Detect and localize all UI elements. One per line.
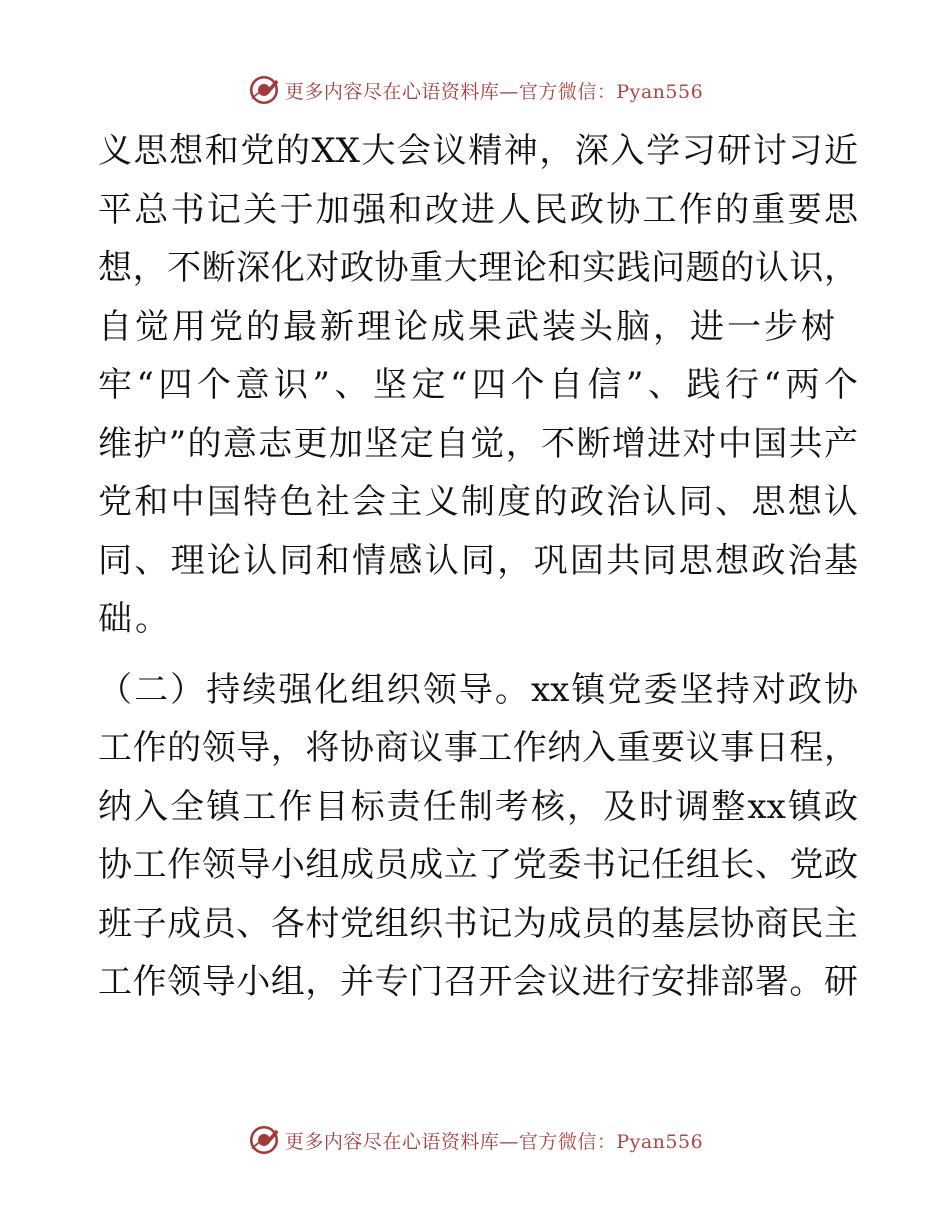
text-line: 工作领导小组，并专门召开会议进行安排部署。研 <box>98 962 858 1002</box>
watermark-text: 更多内容尽在心语资料库—官方微信：Pyan556 <box>284 80 704 103</box>
paragraph-2 <box>98 661 858 1012</box>
document-body <box>98 122 858 1012</box>
pen-logo-icon <box>247 73 281 107</box>
text-line: 纳入全镇工作目标责任制考核，及时调整xx镇政 <box>98 786 858 827</box>
header-watermark <box>0 70 950 110</box>
text-line: 平总书记关于加强和改进人民政协工作的重要思 <box>98 189 858 230</box>
text-line: 工作的领导，将协商议事工作纳入重要议事日程， <box>98 728 858 768</box>
text-line: 想，不断深化对政协重大理论和实践问题的认识， <box>98 248 858 288</box>
paragraph-1 <box>98 122 858 649</box>
section-heading-line: （二）持续强化组织领导。xx镇党委坚持对政协 <box>98 669 858 710</box>
text-line: 义思想和党的XX大会议精神，深入学习研讨习近 <box>98 131 858 171</box>
text-line: 维护”的意志更加坚定自觉，不断增进对中国共产 <box>98 423 858 464</box>
text-line: 础。 <box>98 599 172 639</box>
text-line: 党和中国特色社会主义制度的政治认同、思想认 <box>98 482 858 522</box>
text-line: 自觉用党的最新理论成果武装头脑，进一步树 <box>98 306 838 347</box>
text-line: 协工作领导小组成员成立了党委书记任组长、党政 <box>98 845 858 885</box>
text-line: 班子成员、各村党组织书记为成员的基层协商民主 <box>98 903 858 944</box>
text-line: 牢“四个意识”、坚定“四个自信”、践行“两个 <box>98 365 858 405</box>
text-line: 同、理论认同和情感认同，巩固共同思想政治基 <box>98 540 858 581</box>
footer-watermark <box>0 1120 950 1160</box>
watermark-text: 更多内容尽在心语资料库—官方微信：Pyan556 <box>284 1130 704 1153</box>
pen-logo-icon <box>247 1123 281 1157</box>
